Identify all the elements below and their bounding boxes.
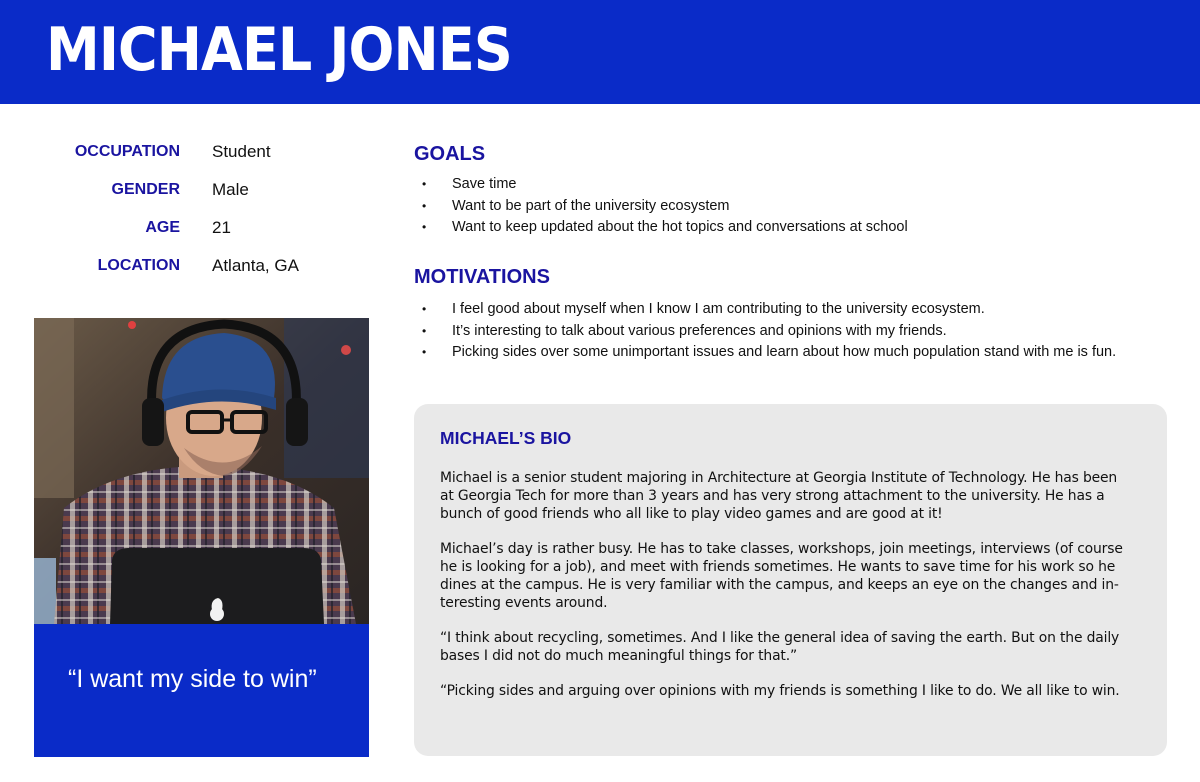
- motivations-title: MOTIVATIONS: [414, 266, 550, 288]
- fact-value: Student: [212, 142, 271, 161]
- bullet-icon: •: [422, 177, 427, 191]
- fact-label: OCCUPATION: [74, 143, 180, 160]
- bio-title: MICHAEL’S BIO: [440, 428, 572, 448]
- fact-location: [0, 252, 380, 280]
- persona-name: MICHAEL JONES: [46, 15, 512, 85]
- fact-label: LOCATION: [97, 257, 180, 274]
- bullet-icon: •: [422, 323, 427, 338]
- bio-paragraph: Michael is a senior student majoring in Architecture at Georgia Institute of Technology. He has been at Georgia Tech for more than 3 years and has very strong attachment to the university. He has a bunch of good friends who all like to play video games and are good at it!: [440, 470, 1118, 522]
- header-banner: [0, 0, 1200, 104]
- list-item: • Picking sides over some unimportant issues and learn about how much population stand with me is fun.: [420, 342, 1116, 364]
- bio-paragraph: “I think about recycling, sometimes. And I like the general idea of saving the earth. But on the daily bases I did not do much meaningful things for that.”: [440, 630, 1120, 664]
- list-item: • I feel good about myself when I know I am contributing to the university ecosystem.: [420, 299, 1116, 321]
- bullet-icon: •: [422, 302, 427, 316]
- goals-title: GOALS: [414, 143, 486, 165]
- fact-label: GENDER: [111, 181, 180, 198]
- goals-list: [420, 174, 908, 239]
- list-item: • It’s interesting to talk about various preferences and opinions with my friends.: [420, 321, 1116, 343]
- list-item: • Want to keep updated about the hot topics and conversations at school: [420, 217, 908, 239]
- bio-card: [414, 404, 1167, 756]
- fact-value: 21: [212, 218, 231, 237]
- bullet-icon: •: [422, 345, 427, 359]
- bullet-icon: •: [422, 220, 427, 234]
- motivations-list: [420, 299, 1116, 364]
- list-item: • Save time: [420, 174, 908, 196]
- persona-photo: [34, 318, 369, 624]
- persona-quote: “I want my side to win”: [68, 665, 317, 693]
- bio-paragraph: Michael’s day is rather busy. He has to take classes, workshops, join meetings, interviews (of course he is looking for a job), and meet with friends sometimes. He wants to save time for his work so he dines at the campus. He is very familiar with the campus, and keeps an eye on the changes and in- teresting events around.: [440, 541, 1123, 611]
- fact-label: AGE: [145, 219, 180, 236]
- fact-value: Atlanta, GA: [212, 256, 299, 275]
- bio-paragraph: “Picking sides and arguing over opinions with my friends is something I like to do. We all like to win.: [440, 683, 1120, 699]
- fact-occupation: [0, 138, 380, 166]
- fact-gender: [0, 176, 380, 204]
- bullet-icon: •: [422, 198, 427, 213]
- fact-age: [0, 214, 380, 242]
- list-item: • Want to be part of the university ecosystem: [420, 196, 908, 218]
- fact-value: Male: [212, 180, 249, 199]
- quote-box: [34, 624, 369, 757]
